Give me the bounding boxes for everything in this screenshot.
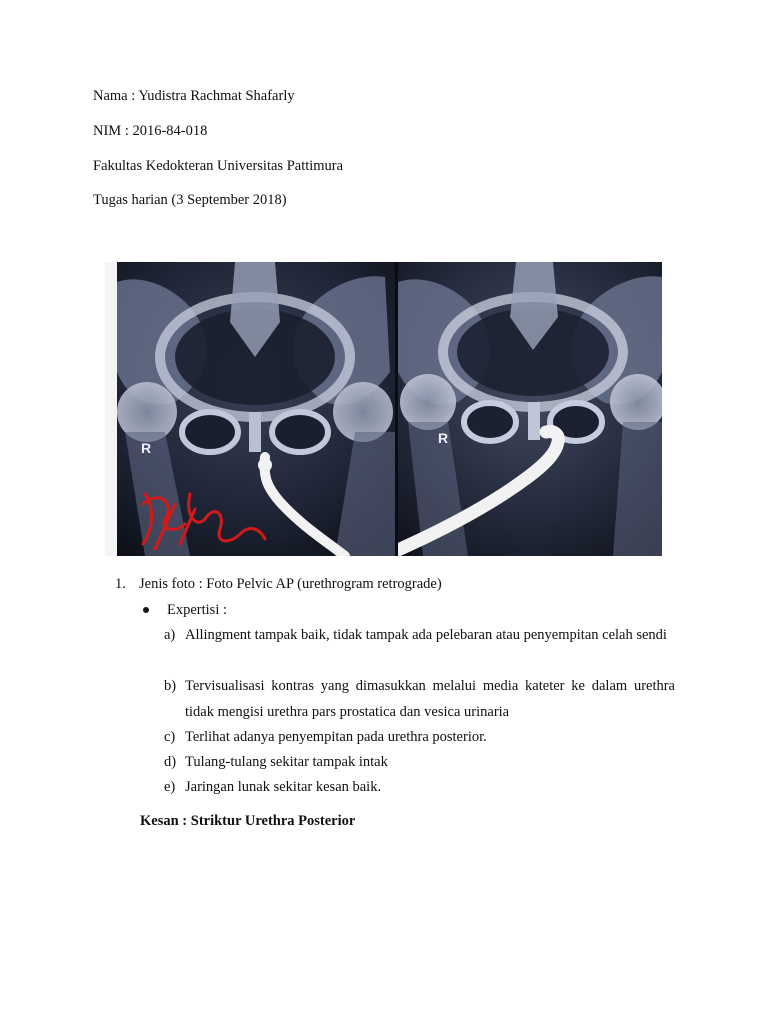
side-marker-left: R xyxy=(141,440,152,456)
red-annotation-scribble xyxy=(135,484,275,556)
xray-right-panel xyxy=(398,262,662,556)
sub-item-marker: b) xyxy=(164,678,177,694)
sub-item-marker: c) xyxy=(164,729,176,745)
conclusion: Kesan : Striktur Urethra Posterior xyxy=(140,813,356,829)
xray-figure xyxy=(105,262,662,556)
list-item-text: Jenis foto : Foto Pelvic AP (urethrogram retrograde) xyxy=(139,576,442,592)
bullet-dot-icon xyxy=(143,607,149,613)
student-name: Nama : Yudistra Rachmat Shafarly xyxy=(93,88,295,104)
side-marker-right: R xyxy=(438,430,449,446)
sub-item-text: Terlihat adanya penyempitan pada urethra posterior. xyxy=(185,729,487,745)
sub-item-text: Tulang-tulang sekitar tampak intak xyxy=(185,754,388,770)
assignment-title: Tugas harian (3 September 2018) xyxy=(93,192,287,208)
list-item-number: 1. xyxy=(115,576,126,592)
sub-item-text: Jaringan lunak sekitar kesan baik. xyxy=(185,779,382,795)
bullet-text: Expertisi : xyxy=(167,602,228,618)
faculty: Fakultas Kedokteran Universitas Pattimura xyxy=(93,158,344,174)
sub-item-marker: d) xyxy=(164,754,177,770)
sub-item-text: Allingment tampak baik, tidak tampak ada pelebaran atau penyempitan celah sendi xyxy=(185,627,667,643)
xray-left-panel xyxy=(105,262,395,556)
sub-item-marker: a) xyxy=(164,627,176,643)
student-id: NIM : 2016-84-018 xyxy=(93,123,208,139)
sub-item-marker: e) xyxy=(164,779,176,795)
sub-item-text: Tervisualisasi kontras yang dimasukkan melalui media kateter ke dalam urethra tidak mengisi urethra pars prostatica dan vesica urinaria xyxy=(185,678,675,720)
